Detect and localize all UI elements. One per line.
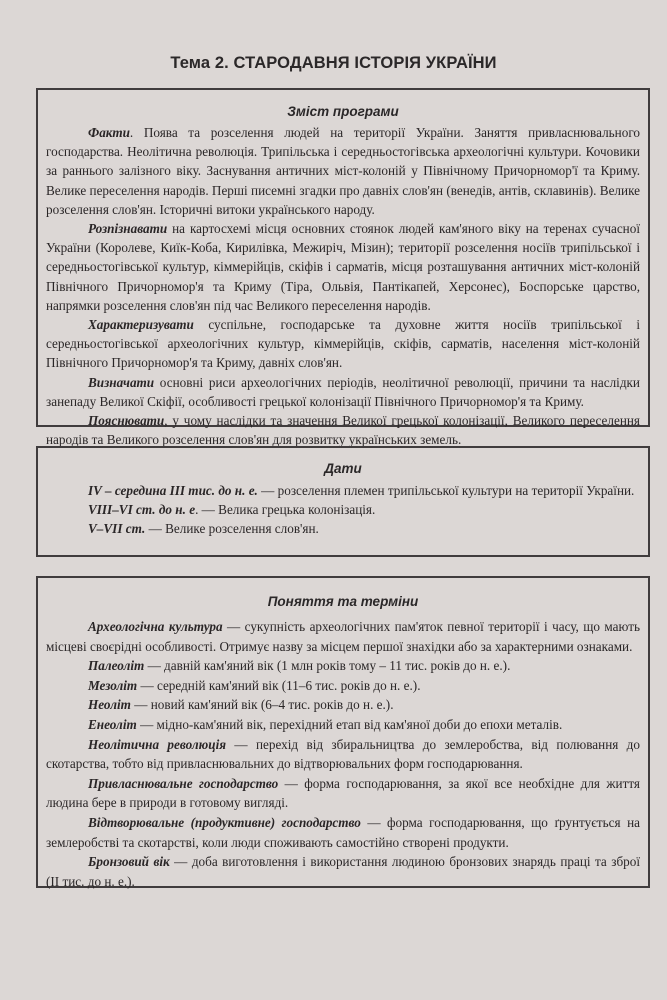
term-text: , у чому наслідки та значення Великої грецької колонізації, Великого переселення народів та Великого розселення слов'ян для розвитку українських земель. [46, 413, 640, 448]
term-label: Відтворювальне (продуктивне) господарство [88, 814, 361, 830]
term-label: Пояснювати [88, 413, 165, 429]
term-label: Енеоліт [88, 716, 137, 732]
term-definition: — форма господарювання, за якої все необхідне для життя людина бере в природи в готовому вигляді. [46, 775, 640, 811]
term-label: Палеоліт [88, 658, 145, 674]
date-text: — Велике розселення слов'ян. [145, 521, 319, 537]
term-item [46, 813, 640, 852]
term-item [46, 774, 640, 813]
date-item [46, 519, 640, 538]
term-label: Неоліт [88, 697, 131, 713]
term-definition: — сукупність археологічних пам'яток певної території і часу, що мають місцеві своєрідні особливості. Отримує назву за місцем першої знахідки або за характерними ознаками. [46, 619, 640, 654]
date-item [46, 481, 640, 500]
terms-heading: Поняття та терміни [267, 594, 419, 609]
term-definition: — форма господарювання, що ґрунтується на землеробстві та скотарстві, коли люди споживають самостійно створені продукти. [46, 814, 640, 850]
term-label: Характеризувати [88, 317, 194, 333]
program-characterize [46, 315, 640, 373]
term-item [46, 735, 640, 774]
term-label: Бронзовий вік [88, 854, 170, 870]
term-definition: — доба виготовлення і використання людиною бронзових знарядь праці та зброї (II тис. до н. е.). [46, 854, 640, 889]
program-explain [46, 411, 640, 449]
term-text: основні риси археологічних періодів, неолітичної революції, причини та наслідки занепаду Великої Скіфії, особливості грецької колонізації Північного Причорномор'я та Криму. [46, 374, 640, 409]
term-text: суспільне, господарське та духовне життя носіїв трипільської і середньостогівської археологічних культур, кіммерійців, скіфів, сарматів, населення міст-колоній Північного Причорномор'я та Криму, давніх слов'ян. [46, 317, 640, 371]
term-label: Мезоліт [88, 677, 138, 693]
date-text: — розселення племен трипільської культури на території України. [257, 483, 635, 498]
term-definition: — середній кам'яний вік (11–6 тис. років до н. е.). [137, 677, 421, 693]
term-item [46, 656, 640, 676]
term-text: . Поява та розселення людей на території України. Заняття привласнювального господарства. Неолітична революція. Трипільська і середньостогівська археологічні культури. Кочовики за раннього залізного віку. Заснування античних міст-колоній у Північному Причорномор'ї та Криму. Велике переселення народів. Перші писемні згадки про давніх слов'ян (венедів, антів, склавинів). Велике розселення слов'ян. Історичні витоки українського народу. [46, 125, 640, 217]
term-label: Розпізнавати [88, 221, 168, 237]
term-definition: — новий кам'яний вік (6–4 тис. років до н. е.). [130, 697, 394, 713]
page-title: Тема 2. СТАРОДАВНЯ ІСТОРІЯ УКРАЇНИ [170, 54, 497, 72]
dates-box [36, 446, 650, 557]
date-item [46, 500, 640, 519]
program-heading: Зміст програми [287, 104, 399, 119]
term-label: Привласнювальне господарство [88, 775, 279, 791]
program-facts [46, 123, 640, 219]
term-item [46, 695, 640, 715]
date-label: VIII–VI ст. до н. е [88, 502, 196, 518]
term-definition: — мідно-кам'яний вік, перехідний етап від кам'яної доби до епохи металів. [136, 716, 563, 732]
dates-heading: Дати [324, 461, 362, 476]
term-label: Факти [88, 125, 130, 140]
program-determine [46, 373, 640, 411]
date-label: V–VII ст. [88, 521, 146, 537]
terms-box [36, 576, 650, 888]
term-item [46, 715, 640, 735]
program-recognize [46, 219, 640, 315]
date-label: IV – середина III тис. до н. е. [88, 483, 258, 498]
term-item [46, 617, 640, 656]
term-item [46, 676, 640, 696]
term-item [46, 852, 640, 891]
program-content-box [36, 88, 650, 448]
term-label: Визначати [88, 374, 155, 390]
term-definition: — давній кам'яний вік (1 млн років тому – 11 тис. років до н. е.). [144, 658, 511, 674]
term-label: Неолітична революція [88, 736, 227, 752]
date-text: . — Велика грецька колонізація. [195, 502, 376, 518]
term-label: Археологічна культура [88, 619, 223, 634]
term-text: на картосхемі місця основних стоянок людей кам'яного віку на теренах сучасної України (Королеве, Киїк-Коба, Кирилівка, Межиріч, Мізин); території розселення носіїв трипільської і середньостогівської культур, кіммерійців, скіфів і сарматів, місця розташування античних міст-колоній Північного Причорномор'я та Криму (Тіра, Ольвія, Пантікапей, Херсонес), Боспорське царство, напрямки розселення слов'ян під час Великого переселення народів. [46, 221, 640, 313]
term-definition: — перехід від збиральництва до землеробства, від полювання до скотарства, тобто від привласнювальних до відтворювальних форм господарювання. [46, 736, 640, 772]
